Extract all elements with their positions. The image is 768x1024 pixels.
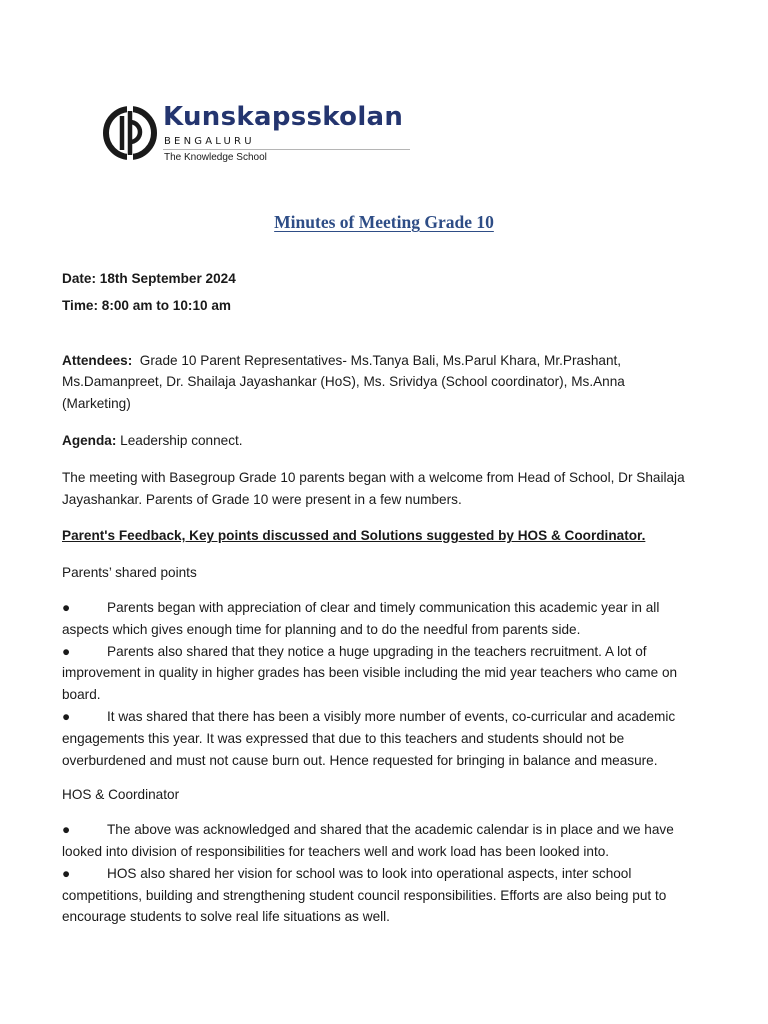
intro-paragraph: The meeting with Basegroup Grade 10 parents began with a welcome from Head of School, Dr Shailaja Jayashankar. Parents of Grade 10 were present in a few numbers. bbox=[62, 469, 685, 507]
logo-name: Kunskapsskolan bbox=[163, 102, 404, 132]
list-item: ● The above was acknowledged and shared that the academic calendar is in place and we have looked into division of responsibilities for teachers well and work load has been looked into. bbox=[62, 819, 694, 863]
logo-tagline: The Knowledge School bbox=[164, 152, 267, 163]
logo-city: BENGALURU bbox=[164, 136, 255, 147]
list-item: ● HOS also shared her vision for school was to look into operational aspects, inter school competitions, building and strengthening student council responsibilities. Efforts are also being put to encourage students to solve real life situations as well. bbox=[62, 863, 694, 928]
parents-heading: Parents’ shared points bbox=[62, 565, 197, 581]
logo-emblem-icon bbox=[100, 102, 160, 164]
list-item: ● It was shared that there has been a visibly more number of events, co-curricular and academic engagements this year. It was expressed that due to this teachers and students should not be overburdened and must not cause burn out. Hence requested for bringing in balance and measure. bbox=[62, 706, 694, 771]
bullet: ● bbox=[62, 822, 71, 838]
attendees-paragraph bbox=[62, 350, 694, 415]
feedback-heading: Parent's Feedback, Key points discussed and Solutions suggested by HOS & Coordinator. bbox=[62, 528, 646, 544]
agenda-paragraph bbox=[62, 430, 694, 452]
meeting-time: Time: 8:00 am to 10:10 am bbox=[62, 297, 231, 313]
document-title: Minutes of Meeting Grade 10 bbox=[274, 212, 494, 232]
document-body bbox=[62, 268, 694, 928]
meeting-date: Date: 18th September 2024 bbox=[62, 271, 236, 286]
bullet: ● bbox=[62, 599, 71, 615]
parents-points-list bbox=[62, 597, 694, 771]
list-item: ● Parents also shared that they notice a huge upgrading in the teachers recruitment. A lot of improvement in quality in higher grades has been visible including the mid year teachers who came on board. bbox=[62, 641, 694, 706]
logo-divider bbox=[163, 149, 410, 150]
attendees-text: Grade 10 Parent Representatives- Ms.Tanya Bali, Ms.Parul Khara, Mr.Prashant, Ms.Damanpreet, Dr. Shailaja Jayashankar (HoS), Ms. Srividya (School coordinator), Ms.Anna (Marketing) bbox=[62, 352, 629, 412]
agenda-label: Agenda: bbox=[62, 432, 117, 448]
bullet: ● bbox=[62, 865, 71, 881]
agenda-text: Leadership connect. bbox=[116, 432, 243, 448]
attendees-label: Attendees: bbox=[62, 352, 133, 368]
hos-heading: HOS & Coordinator bbox=[62, 787, 180, 803]
hos-points-list bbox=[62, 819, 694, 928]
school-logo bbox=[100, 100, 415, 168]
bullet: ● bbox=[62, 708, 71, 724]
bullet: ● bbox=[62, 643, 71, 659]
list-item: ● Parents began with appreciation of clear and timely communication this academic year in all aspects which gives enough time for planning and to do the needful from parents side. bbox=[62, 597, 694, 641]
